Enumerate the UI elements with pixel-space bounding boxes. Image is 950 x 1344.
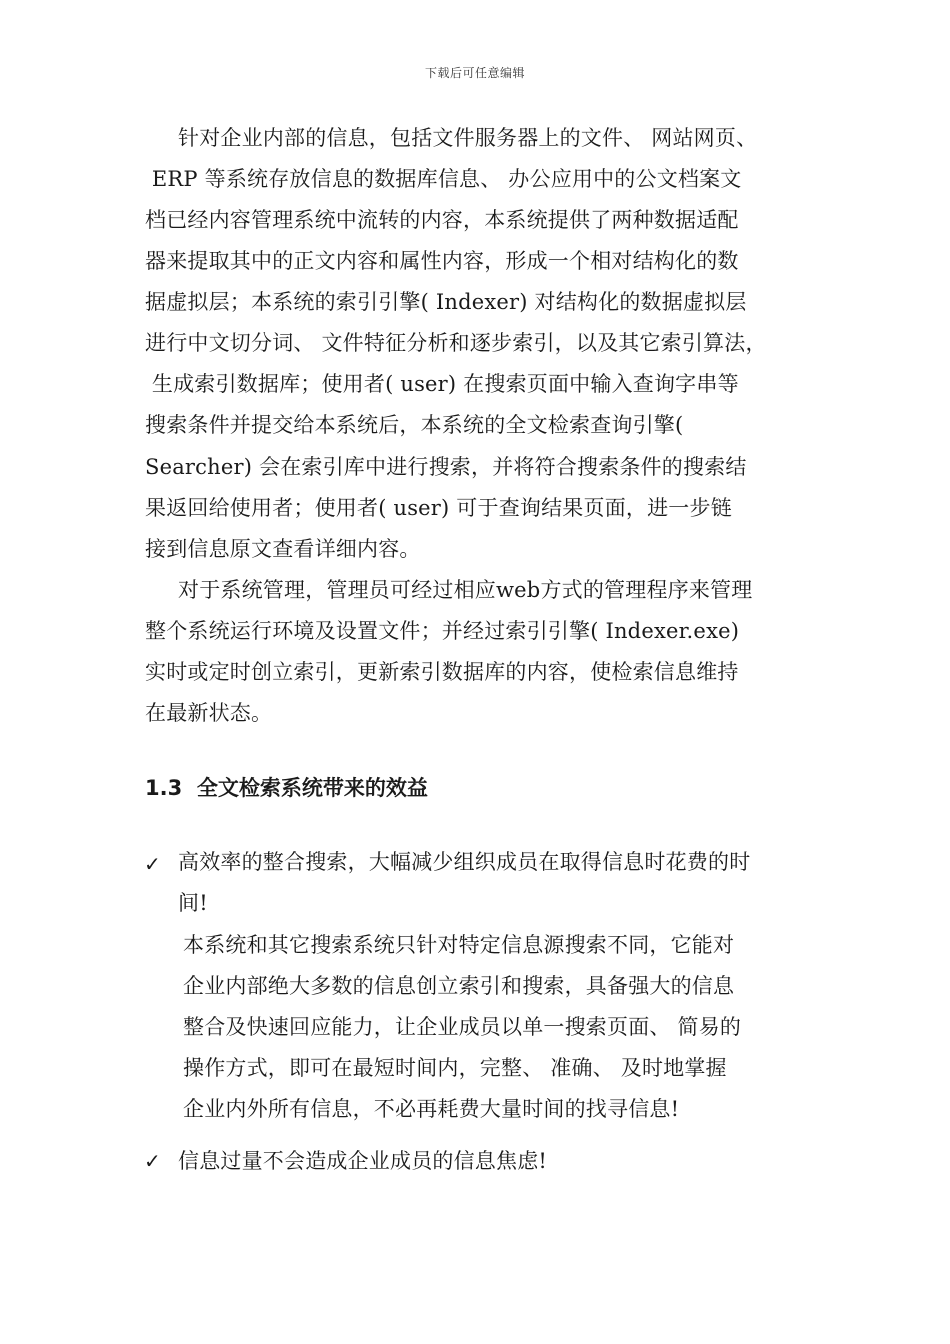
checkmark-icon: ✓ bbox=[144, 852, 161, 876]
bullet-title-line: 间! bbox=[178, 891, 208, 915]
text-line: 实时或定时创立索引，更新索引数据库的内容，使检索信息维持 bbox=[145, 660, 739, 684]
bullet-title-line: 信息过量不会造成企业成员的信息焦虑! bbox=[178, 1149, 548, 1173]
text-line: 搜索条件并提交给本系统后，本系统的全文检索查询引擎( bbox=[145, 413, 684, 437]
section-heading bbox=[145, 772, 428, 802]
text-line: 档已经内容管理系统中流转的内容，本系统提供了两种数据适配 bbox=[145, 208, 739, 232]
text-line: 接到信息原文查看详细内容。 bbox=[145, 537, 421, 561]
text-line: 针对企业内部的信息，包括文件服务器上的文件、 网站网页、 bbox=[178, 126, 758, 150]
text-line: ERP 等系统存放信息的数据库信息、 办公应用中的公文档案文 bbox=[145, 167, 742, 191]
checkmark-icon: ✓ bbox=[144, 1149, 161, 1173]
text-line: 据虚拟层；本系统的索引引擎( Indexer) 对结构化的数据虚拟层 bbox=[145, 290, 747, 314]
text-line: 进行中文切分词、 文件特征分析和逐步索引，以及其它索引算法， bbox=[145, 331, 767, 355]
text-line: 果返回给使用者；使用者( user) 可于查询结果页面，进一步链 bbox=[145, 496, 732, 520]
text-line: Searcher) 会在索引库中进行搜索，并将符合搜索条件的搜索结 bbox=[145, 455, 747, 479]
bullet-body-line: 整合及快速回应能力，让企业成员以单一搜索页面、 简易的 bbox=[183, 1015, 742, 1039]
text-line: 在最新状态。 bbox=[145, 701, 273, 725]
bullet-body-line: 本系统和其它搜索系统只针对特定信息源搜索不同，它能对 bbox=[183, 933, 735, 957]
text-line: 器来提取其中的正文内容和属性内容，形成一个相对结构化的数 bbox=[145, 249, 739, 273]
text-line: 整个系统运行环境及设置文件；并经过索引引擎( Indexer.exe) bbox=[145, 619, 740, 643]
bullet-body-line: 企业内外所有信息，不必再耗费大量时间的找寻信息! bbox=[183, 1097, 680, 1121]
text-line: 生成索引数据库；使用者( user) 在搜索页面中输入查询字串等 bbox=[145, 372, 739, 396]
section-title: 全文检索系统带来的效益 bbox=[196, 776, 428, 800]
bullet-title-line: 高效率的整合搜索，大幅减少组织成员在取得信息时花费的时 bbox=[178, 850, 751, 874]
section-number: 1.3 bbox=[145, 776, 183, 800]
bullet-body-line: 企业内部绝大多数的信息创立索引和搜索，具备强大的信息 bbox=[183, 974, 735, 998]
text-line: 对于系统管理，管理员可经过相应web方式的管理程序来管理 bbox=[178, 578, 753, 602]
page-header: 下载后可任意编辑 bbox=[424, 66, 525, 80]
bullet-body-line: 操作方式，即可在最短时间内，完整、 准确、 及时地掌握 bbox=[183, 1056, 727, 1080]
